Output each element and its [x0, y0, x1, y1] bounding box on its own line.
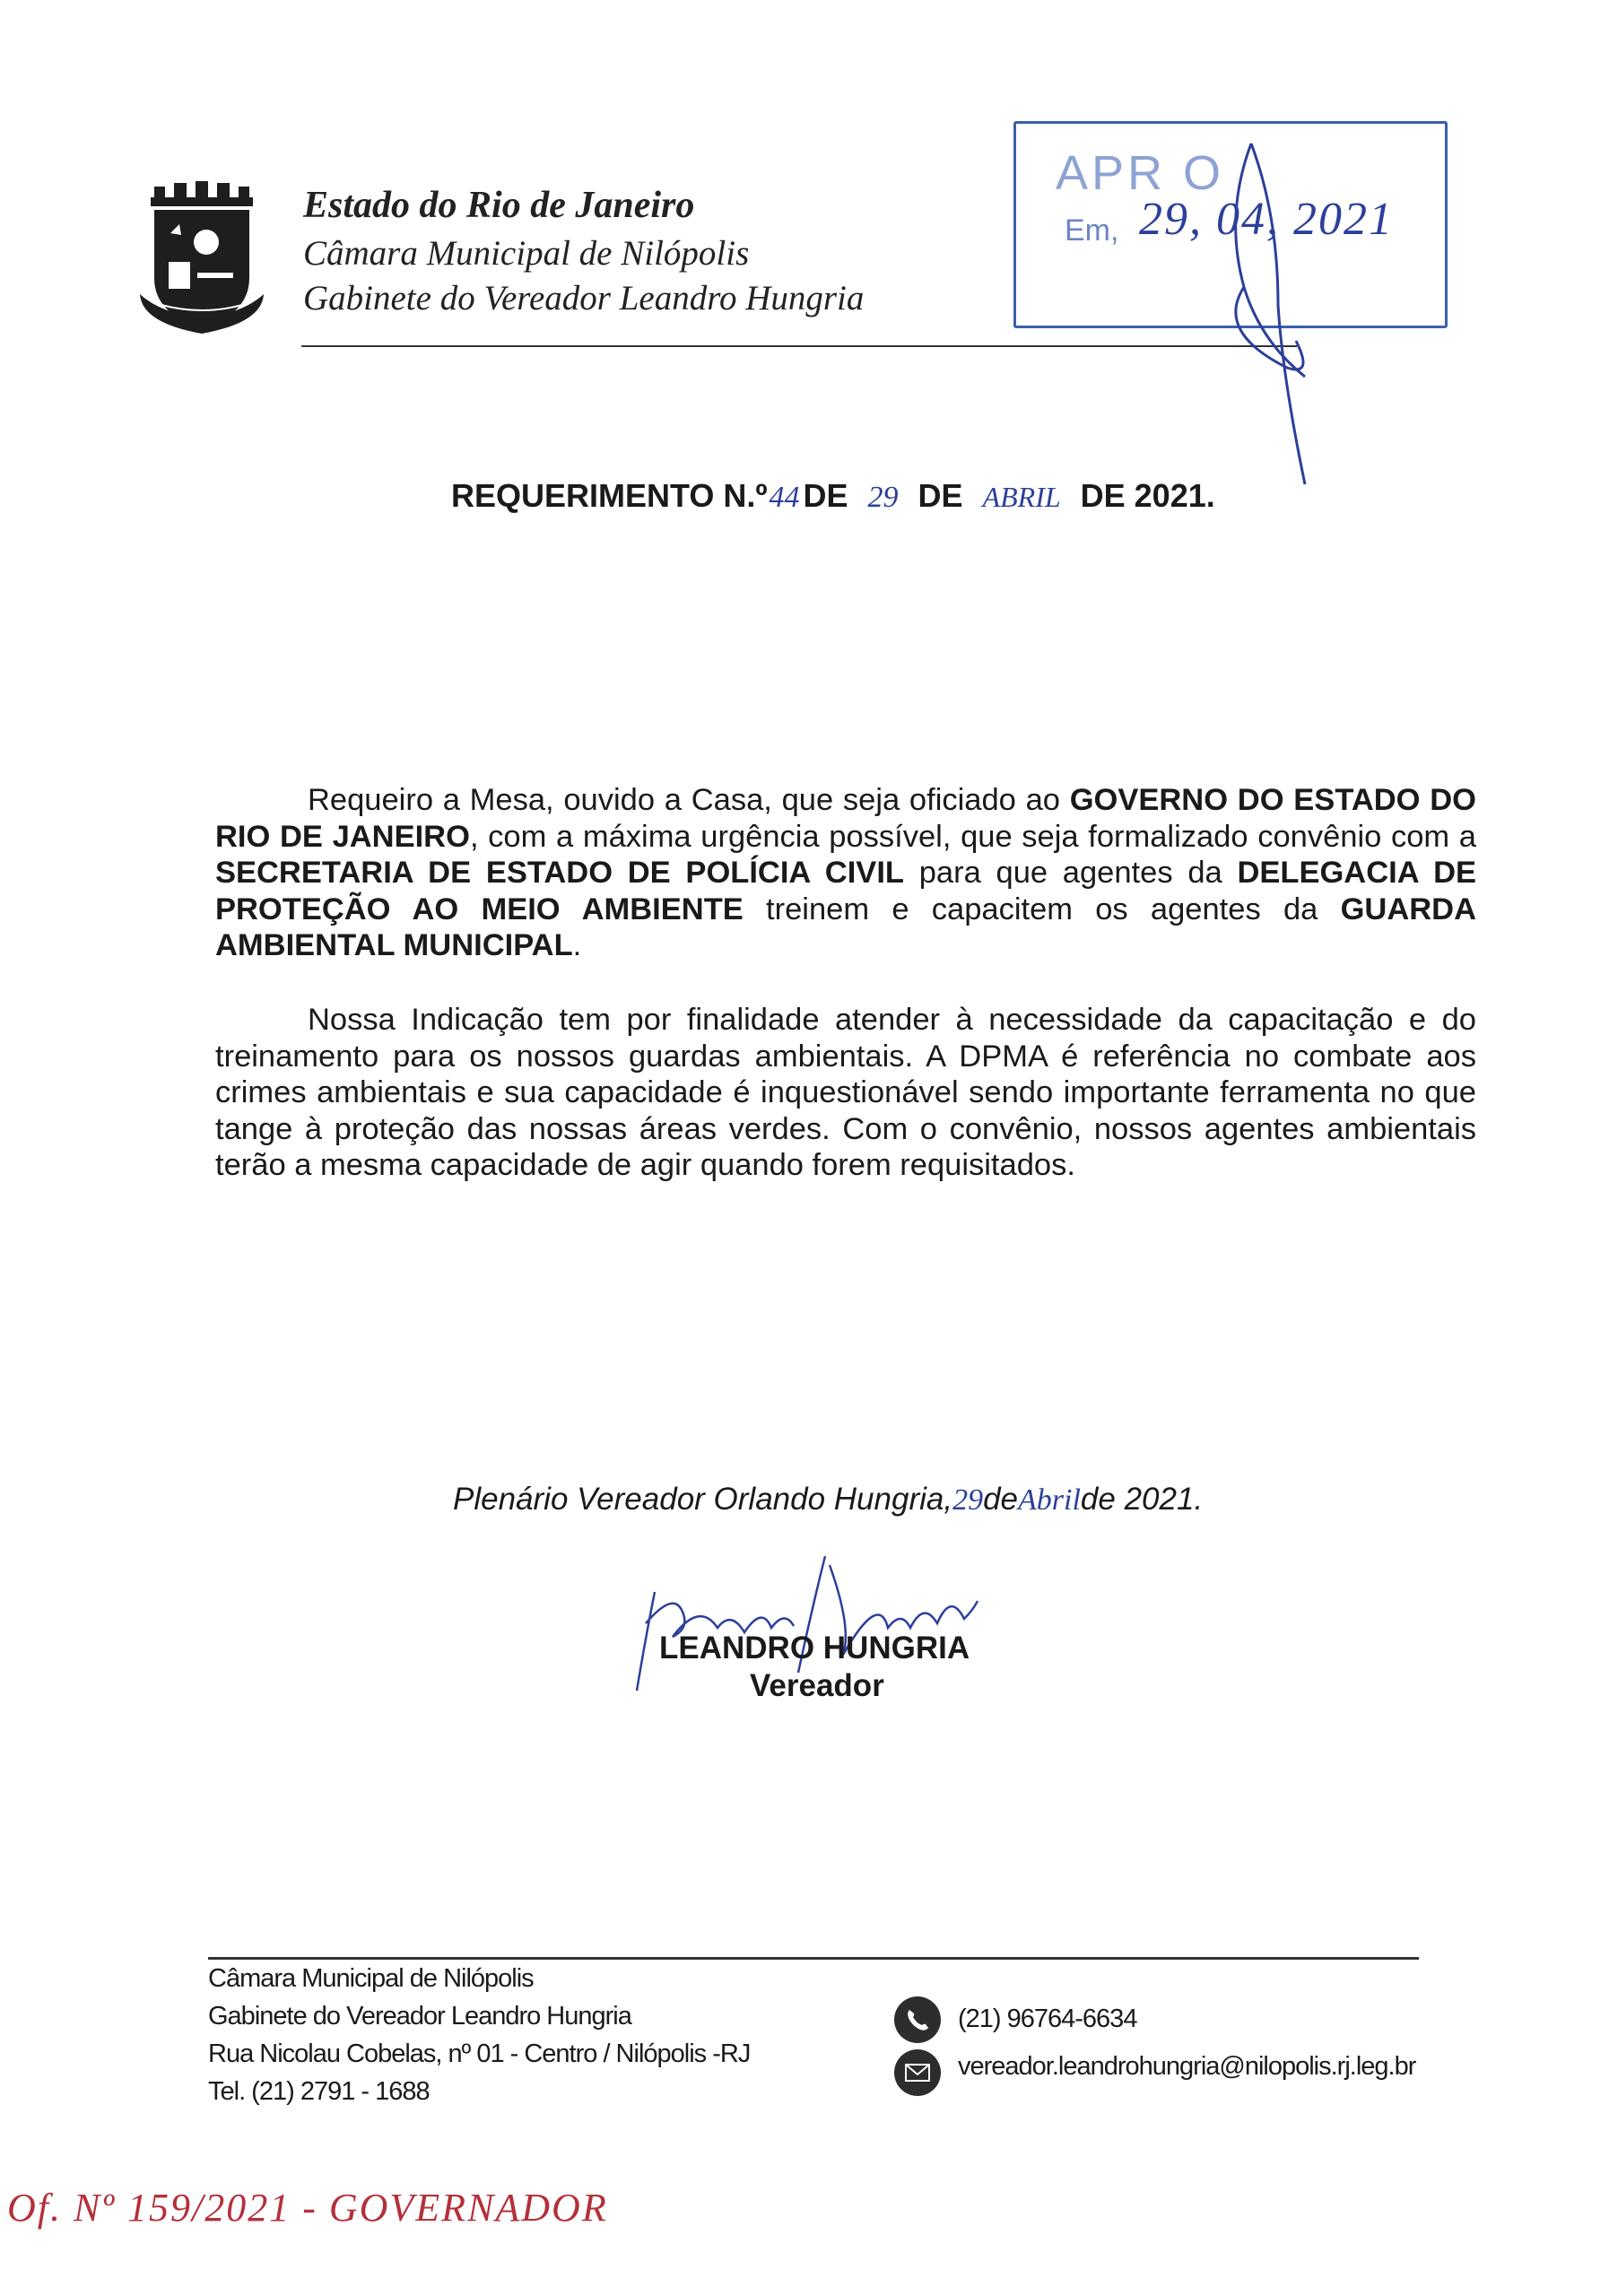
whatsapp-icon	[894, 1996, 941, 2043]
requerimento-day: 29	[867, 481, 899, 514]
p1-bold-governo: GOVERNO DO ESTADO DO RIO DE JANEIRO	[215, 783, 1476, 854]
signer-name: LEANDRO HUNGRIA	[659, 1631, 970, 1665]
mail-icon	[894, 2049, 941, 2096]
signer-role: Vereador	[750, 1668, 884, 1703]
footer-whatsapp-number: (21) 96764-6634	[958, 2005, 1137, 2033]
stamp-month: APR O	[1056, 146, 1225, 200]
header-title: Estado do Rio de Janeiro	[303, 185, 695, 226]
footer-phone-office: Tel. (21) 2791 - 1688	[208, 2077, 430, 2106]
received-stamp	[1009, 108, 1448, 332]
closing-de: de	[983, 1482, 1019, 1517]
title-de-1: DE	[803, 477, 848, 514]
header-chamber: Câmara Municipal de Nilópolis	[303, 234, 750, 273]
paragraph-request	[215, 782, 1476, 964]
closing-year: de 2021.	[1080, 1482, 1204, 1517]
p1-bold-delegacia: DELEGACIA DE PROTEÇÃO AO MEIO AMBIENTE	[215, 856, 1476, 926]
stamp-handwritten-date: 29, 04, 2021	[1139, 194, 1394, 245]
oficio-annotation: Of. Nº 159/2021 - GOVERNADOR	[7, 2186, 608, 2230]
p1-text-3: para que agentes da	[903, 856, 1238, 890]
header-office: Gabinete do Vereador Leandro Hungria	[303, 279, 865, 317]
p1-bold-secretaria: SECRETARIA DE ESTADO DE POLÍCIA CIVIL	[215, 856, 904, 890]
footer-office: Gabinete do Vereador Leandro Hungria	[208, 2002, 631, 2031]
paragraph-justification: Nossa Indicação tem por finalidade atender à necessidade da capacitação e do treinamento para os nossos guardas ambientais. A DPMA é referência no combate aos crimes ambientais e sua capacidade é inquestionável sendo importante ferramenta no que tange à proteção das nossas áreas verdes. Com o convênio, nossos agentes ambientais terão a mesma capacidade de agir quando forem requisitados.	[215, 1003, 1476, 1182]
p1-bold-guarda: GUARDA AMBIENTAL MUNICIPAL	[215, 891, 1476, 962]
stamp-initials-scribble	[1009, 108, 1448, 484]
p1-text-5: .	[572, 928, 582, 962]
place-date-line	[453, 1482, 1203, 1518]
place-text: Plenário Vereador Orlando Hungria,	[453, 1482, 953, 1517]
footer-divider	[208, 1957, 1419, 1960]
footer-address: Rua Nicolau Cobelas, nº 01 - Centro / Nilópolis -RJ	[208, 2039, 751, 2068]
footer-email: vereador.leandrohungria@nilopolis.rj.leg.br	[958, 2052, 1416, 2081]
p1-text-4: treinem e capacitem os agentes da	[743, 891, 1341, 926]
stamp-prefix: Em,	[1065, 213, 1119, 248]
requerimento-month: ABRIL	[982, 481, 1061, 513]
p1-text-2: , com a máxima urgência possível, que seja formalizado convênio com a	[469, 819, 1476, 854]
municipal-crest-logo	[135, 179, 269, 341]
footer-chamber: Câmara Municipal de Nilópolis	[208, 1964, 534, 1993]
title-prefix: REQUERIMENTO N.º	[451, 477, 768, 514]
title-de-2: DE	[918, 477, 963, 514]
closing-month: Abril	[1018, 1483, 1081, 1517]
closing-day: 29	[952, 1483, 984, 1517]
requerimento-title	[451, 477, 1215, 515]
requerimento-number: 44	[769, 481, 800, 514]
p1-text-1: Requeiro a Mesa, ouvido a Casa, que seja oficiado ao	[308, 783, 1070, 817]
title-year: DE 2021.	[1080, 477, 1215, 514]
